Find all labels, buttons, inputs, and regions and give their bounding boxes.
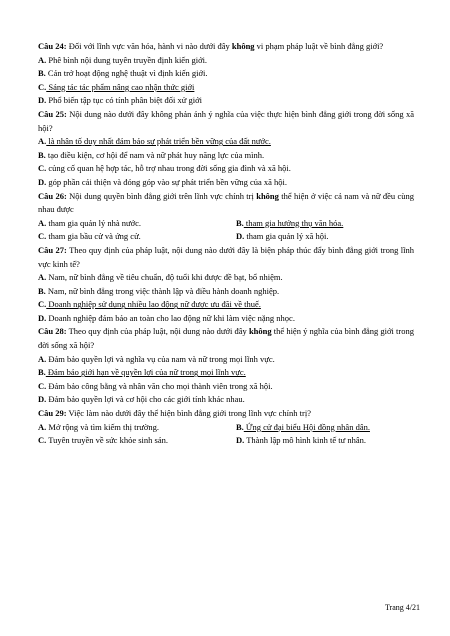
option-a xyxy=(38,54,414,68)
question-stem-end: vi phạm pháp luật về bình đẳng giới? xyxy=(254,41,384,51)
question-list xyxy=(38,40,414,448)
option-text: củng cố quan hệ hợp tác, hỗ trợ nhau trong đời sống gia đình và xã hội. xyxy=(46,163,291,174)
question-stem: Theo quy định của pháp luật, nội dung nào dưới đây là biện pháp thúc đẩy bình đẳng giới trong lĩnh vực kinh tế? xyxy=(38,244,414,269)
option-b xyxy=(38,67,414,81)
option-text: tham gia quản lý xã hội. xyxy=(244,231,329,242)
option-text-underlined: Doanh nghiệp sử dụng nhiều lao động nữ được ưu đãi về thuế. xyxy=(46,299,261,310)
option-c xyxy=(38,162,414,176)
option-text-underlined: Sáng tác tác phẩm nâng cao nhận thức giới xyxy=(46,81,195,92)
question-stem: Việc làm nào dưới đây thể hiện bình đẳng giới trong lĩnh vực chính trị? xyxy=(66,408,311,419)
option-text: Cản trở hoạt động nghệ thuật vì định kiến giới. xyxy=(45,68,208,79)
option-letter: B. xyxy=(236,421,244,432)
question-26 xyxy=(38,190,414,217)
option-letter: D. xyxy=(236,231,245,242)
option-letter: A. xyxy=(38,136,47,147)
question-keyword: không xyxy=(231,41,255,51)
option-row xyxy=(38,421,414,435)
option-letter: B. xyxy=(38,367,46,378)
option-text: Đảm bảo quyền lợi và cơ hội cho các giới tính khác nhau. xyxy=(46,394,245,405)
option-letter: B. xyxy=(38,68,46,79)
option-d xyxy=(236,230,329,244)
option-text: Phê bình nội dung tuyên truyền định kiến giới. xyxy=(46,54,208,65)
option-letter: D. xyxy=(38,312,47,323)
question-number: Câu 24: xyxy=(38,41,67,51)
option-a xyxy=(38,135,414,149)
option-letter: A. xyxy=(38,421,47,432)
option-text-underlined: Đảm bảo giới hạn về quyền lợi của nữ trong mọi lĩnh vực. xyxy=(45,367,246,378)
option-c xyxy=(38,380,414,394)
option-letter: C. xyxy=(38,299,47,310)
option-text: Đảm bảo quyền lợi và nghĩa vụ của nam và nữ trong mọi lĩnh vực. xyxy=(46,353,275,364)
option-c xyxy=(38,298,414,312)
option-c xyxy=(38,230,236,244)
option-letter: D. xyxy=(38,394,47,405)
question-24 xyxy=(38,40,414,54)
option-d xyxy=(38,176,414,190)
question-stem: Đối với lĩnh vực văn hóa, hành vi nào dưới đây xyxy=(66,41,232,51)
option-letter: C. xyxy=(38,81,47,92)
question-number: Câu 26: xyxy=(38,190,67,201)
option-letter: A. xyxy=(38,272,47,283)
option-text: tham gia bầu cử và ứng cử. xyxy=(46,231,141,242)
question-stem: Nội dung nào dưới đây không phản ánh ý nghĩa của việc thực hiện bình đẳng giới trong đời sống xã hội? xyxy=(38,108,414,133)
option-a xyxy=(38,353,414,367)
page-number: Trang 4/21 xyxy=(384,603,420,612)
option-letter: A. xyxy=(38,54,47,65)
option-text-underlined: là nhân tố duy nhất đảm bảo sự phát triển bền vững của đất nước. xyxy=(46,136,271,147)
question-27 xyxy=(38,244,414,271)
question-stem-end: thể hiện ở việc cả nam và nữ đều cùng nhau được xyxy=(38,190,414,215)
option-text: Mở rộng và tìm kiếm thị trường. xyxy=(46,421,160,432)
option-a xyxy=(38,217,236,231)
option-text: Nam, nữ bình đẳng về tiêu chuẩn, độ tuổi khi được đề bạt, bổ nhiệm. xyxy=(46,272,283,283)
question-number: Câu 28: xyxy=(38,326,67,337)
option-text: Phổ biến tập tục có tính phân biệt đối xử giới xyxy=(46,95,202,106)
question-keyword: không xyxy=(248,326,272,337)
option-letter: A. xyxy=(38,353,47,364)
option-d xyxy=(38,94,414,108)
option-b xyxy=(236,421,370,435)
option-b xyxy=(38,285,414,299)
option-d xyxy=(38,312,414,326)
option-text: Đảm bảo công bằng và nhân văn cho mọi thành viên trong xã hội. xyxy=(46,380,273,391)
option-text-underlined: tham gia hưởng thụ văn hóa. xyxy=(243,217,344,228)
option-letter: C. xyxy=(38,380,47,391)
option-b xyxy=(38,149,414,163)
question-stem: Nội dung quyền bình đẳng giới trên lĩnh vực chính trị xyxy=(66,190,257,201)
option-text: Doanh nghiệp đảm bảo an toàn cho lao động nữ khi làm việc nặng nhọc. xyxy=(46,312,295,323)
option-text: Tuyên truyền về sức khỏe sinh sản. xyxy=(46,435,168,446)
option-letter: B. xyxy=(236,217,244,228)
option-row xyxy=(38,434,414,448)
option-text: Thành lập mô hình kinh tế tư nhân. xyxy=(244,435,367,446)
option-c xyxy=(38,434,236,448)
option-d xyxy=(236,434,366,448)
question-stem: Theo quy định của pháp luật, nội dung nào dưới đây xyxy=(66,326,249,337)
option-text: góp phần cải thiện và đóng góp vào sự phát triển bền vững của xã hội. xyxy=(46,176,288,187)
option-d xyxy=(38,393,414,407)
option-c xyxy=(38,81,414,95)
question-number: Câu 25: xyxy=(38,108,67,119)
option-letter: C. xyxy=(38,163,47,174)
option-letter: C. xyxy=(38,231,47,242)
question-keyword: không xyxy=(256,190,279,201)
option-letter: C. xyxy=(38,435,47,446)
option-text: tạo điều kiện, cơ hội để nam và nữ phát huy năng lực của mình. xyxy=(45,149,265,160)
option-letter: D. xyxy=(236,435,245,446)
option-text: tham gia quản lý nhà nước. xyxy=(46,217,142,228)
question-29 xyxy=(38,407,414,421)
option-letter: D. xyxy=(38,95,47,106)
option-text: Nam, nữ bình đẳng trong việc thành lập và điều hành doanh nghiệp. xyxy=(45,285,280,296)
option-letter: A. xyxy=(38,217,47,228)
option-row xyxy=(38,217,414,231)
question-number: Câu 29: xyxy=(38,408,67,419)
question-number: Câu 27: xyxy=(38,244,67,255)
question-25 xyxy=(38,108,414,135)
option-a xyxy=(38,421,236,435)
option-b xyxy=(236,217,343,231)
option-letter: D. xyxy=(38,176,47,187)
option-letter: B. xyxy=(38,285,46,296)
option-b xyxy=(38,366,414,380)
question-28 xyxy=(38,325,414,352)
option-row xyxy=(38,230,414,244)
option-letter: B. xyxy=(38,149,46,160)
question-stem-end: thể hiện ý nghĩa của bình đẳng giới trong đời sống xã hội? xyxy=(38,326,414,351)
option-text-underlined: Ứng cử đại biểu Hội đồng nhân dân. xyxy=(243,421,370,432)
option-a xyxy=(38,271,414,285)
